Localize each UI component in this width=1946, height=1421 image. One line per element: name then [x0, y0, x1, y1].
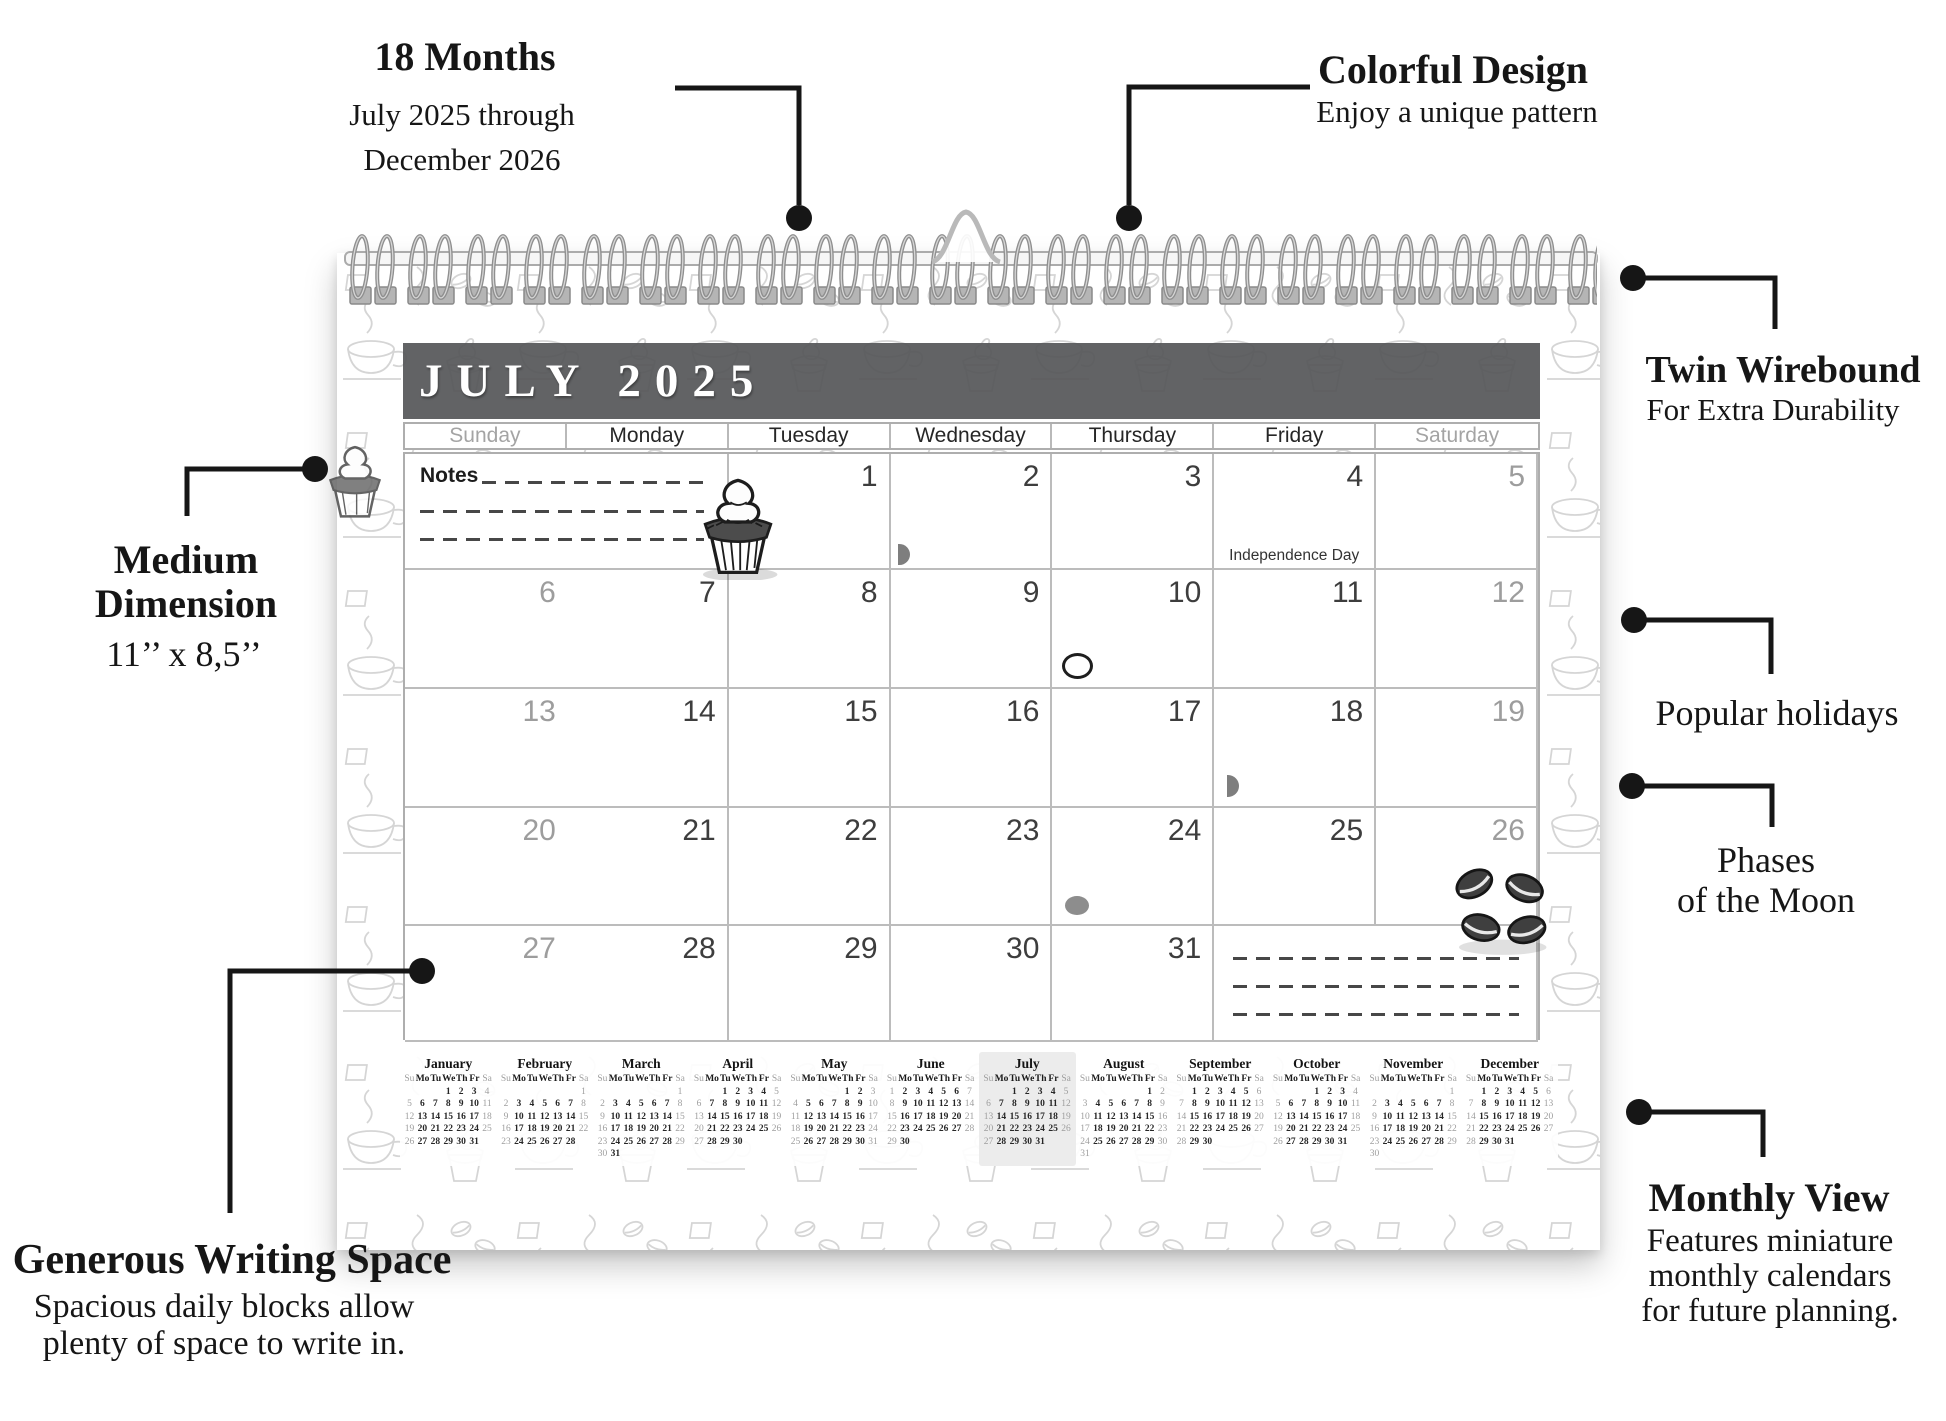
day-number: 13	[522, 695, 556, 728]
feature-18-months-body: July 2025 through December 2026	[349, 97, 575, 177]
feature-colorful-design-title: Colorful Design	[1318, 47, 1588, 92]
mini-month-october: October Su Mo Tu We Th Fr Sa 1 2 3 4 5 6 7 8 9 10 11 12 13 14 15 16 17 18 19 20 21 22 23 24 25 26 27 28 29 30 31	[1269, 1052, 1366, 1166]
mini-month-title: October	[1293, 1056, 1341, 1071]
weekday-header-saturday: Saturday	[1415, 424, 1500, 447]
callout-line-colorful-design	[1129, 87, 1310, 205]
feature-colorful-design-body: Enjoy a unique pattern	[1316, 94, 1598, 129]
day-number: 11	[1331, 576, 1364, 609]
day-number: 26	[1491, 814, 1525, 847]
feature-medium-dimension-body: 11’’ x 8,5’’	[106, 634, 262, 674]
mini-month-may: May Su Mo Tu We Th Fr Sa 1 2 3 4 5 6 7 8 9 10 11 12 13 14 15 16 17 18 19 20 21 22 23 24 25 26 27 28 29 30 31	[786, 1052, 883, 1166]
day-number: 9	[1022, 576, 1040, 609]
day-number: 24	[1167, 814, 1202, 847]
day-number: 28	[682, 932, 716, 965]
weekday-header-sunday: Sunday	[405, 424, 567, 448]
day-number: 8	[860, 576, 878, 609]
mini-month-july: July Su Mo Tu We Th Fr Sa 1 2 3 4 5 6 7 8 9 10 11 12 13 14 15 16 17 18 19 20 21 22 23 24 25 26 27 28 29 30 31	[979, 1052, 1076, 1166]
callout-line-popular-holidays	[1634, 620, 1771, 674]
weekday-header-monday: Monday	[567, 424, 729, 448]
mini-month-title: April	[722, 1056, 754, 1071]
callout-line-twin-wirebound	[1633, 278, 1775, 329]
day-number: 21	[682, 814, 716, 847]
day-number: 20	[522, 814, 556, 847]
mini-month-title: August	[1103, 1056, 1145, 1071]
weekday-header-wednesday: Wednesday	[891, 424, 1053, 448]
weekday-header-friday: Friday	[1214, 424, 1376, 448]
mini-month-june: June Su Mo Tu We Th Fr Sa 1 2 3 4 5 6 7 8 9 10 11 12 13 14 15 16 17 18 19 20 21 22 23 24 25 26 27 28 29 30	[883, 1052, 980, 1166]
day-number: 12	[1491, 576, 1525, 609]
day-number: 29	[844, 932, 878, 965]
holiday-label: Independence Day	[1229, 547, 1360, 564]
mini-month-february: February Su Mo Tu We Th Fr Sa 1 2 3 4 5 6 7 8 9 10 11 12 13 14 15 16 17 18 19 20 21 22 23 24 25 26 27 28	[497, 1052, 594, 1166]
day-number: 18	[1329, 695, 1364, 728]
day-number: 15	[844, 695, 878, 728]
feature-monthly-view-body: Features miniature monthly calendars for future planning.	[1641, 1223, 1899, 1329]
mini-month-title: September	[1189, 1056, 1252, 1071]
feature-generous-writing-body: Spacious daily blocks allow plenty of space to write in.	[33, 1288, 415, 1362]
feature-twin-wirebound-body: For Extra Durability	[1646, 392, 1900, 427]
day-number: 25	[1329, 814, 1364, 847]
mini-month-title: December	[1480, 1056, 1539, 1071]
day-number: 27	[522, 932, 556, 965]
day-number: 16	[1006, 695, 1040, 728]
day-number: 30	[1006, 932, 1040, 965]
feature-generous-writing-title: Generous Writing Space	[12, 1237, 452, 1283]
mini-month-title: July	[1014, 1056, 1040, 1071]
mini-month-title: November	[1383, 1056, 1444, 1071]
feature-medium-dimension-title: Medium Dimension	[94, 537, 278, 626]
mini-month-april: April Su Mo Tu We Th Fr Sa 1 2 3 4 5 6 7 8 9 10 11 12 13 14 15 16 17 18 19 20 21 22 23 24 25 26 27 28 29 30	[690, 1052, 787, 1166]
callout-line-generous-writing	[230, 971, 422, 1213]
callout-line-moon-phases	[1632, 786, 1772, 827]
feature-monthly-view-title: Monthly View	[1648, 1175, 1890, 1220]
day-number: 10	[1167, 576, 1202, 609]
day-number: 14	[682, 695, 716, 728]
mini-month-title: June	[916, 1056, 945, 1071]
callout-line-medium-dimension	[187, 469, 315, 516]
mini-month-august: August Su Mo Tu We Th Fr Sa 1 2 3 4 5 6 7 8 9 10 11 12 13 14 15 16 17 18 19 20 21 22 23 24 25 26 27 28 29 30 31	[1076, 1052, 1173, 1166]
mini-month-january: January Su Mo Tu We Th Fr Sa 1 2 3 4 5 6 7 8 9 10 11 12 13 14 15 16 17 18 19 20 21 22 23 24 25 26 27 28 29 30 31	[400, 1052, 497, 1166]
day-number: 23	[1006, 814, 1040, 847]
callout-line-18-months	[675, 88, 799, 205]
mini-month-december: December Su Mo Tu We Th Fr Sa 1 2 3 4 5 6 7 8 9 10 11 12 13 14 15 16 17 18 19 20 21 22 23 24 25 26 27 28 29 30 31	[1462, 1052, 1559, 1166]
mini-month-november: November Su Mo Tu We Th Fr Sa 1 2 3 4 5 6 7 8 9 10 11 12 13 14 15 16 17 18 19 20 21 22 23 24 25 26 27 28 29 30	[1365, 1052, 1462, 1166]
day-number: 1	[860, 460, 878, 493]
mini-month-title: February	[517, 1056, 573, 1071]
mini-month-title: March	[621, 1056, 661, 1071]
feature-twin-wirebound-title: Twin Wirebound	[1645, 349, 1921, 391]
day-number: 4	[1346, 460, 1364, 493]
feature-moon-phases: Phases of the Moon	[1677, 840, 1855, 920]
day-number: 5	[1508, 460, 1525, 493]
mini-month-september: September Su Mo Tu We Th Fr Sa 1 2 3 4 5 6 7 8 9 10 11 12 13 14 15 16 17 18 19 20 21 22 23 24 25 26 27 28 29 30	[1172, 1052, 1269, 1166]
notes-label: Notes	[420, 464, 479, 487]
feature-18-months-title: 18 Months	[374, 34, 556, 79]
day-number: 31	[1167, 932, 1202, 965]
day-number: 2	[1022, 460, 1040, 493]
day-number: 22	[844, 814, 878, 847]
day-number: 17	[1167, 695, 1202, 728]
month-title: JULY 2025	[419, 355, 768, 407]
callout-line-monthly-view	[1639, 1112, 1763, 1157]
weekday-header-thursday: Thursday	[1052, 424, 1214, 448]
day-number: 19	[1491, 695, 1525, 728]
weekday-header-tuesday: Tuesday	[729, 424, 891, 448]
mini-month-title: January	[424, 1056, 473, 1071]
day-number: 3	[1184, 460, 1202, 493]
day-number: 6	[539, 576, 556, 609]
feature-popular-holidays: Popular holidays	[1655, 693, 1899, 733]
mini-month-march: March Su Mo Tu We Th Fr Sa 1 2 3 4 5 6 7 8 9 10 11 12 13 14 15 16 17 18 19 20 21 22 23 24 25 26 27 28 29 30 31	[593, 1052, 690, 1166]
mini-month-title: May	[821, 1056, 848, 1071]
day-number: 7	[699, 576, 716, 609]
